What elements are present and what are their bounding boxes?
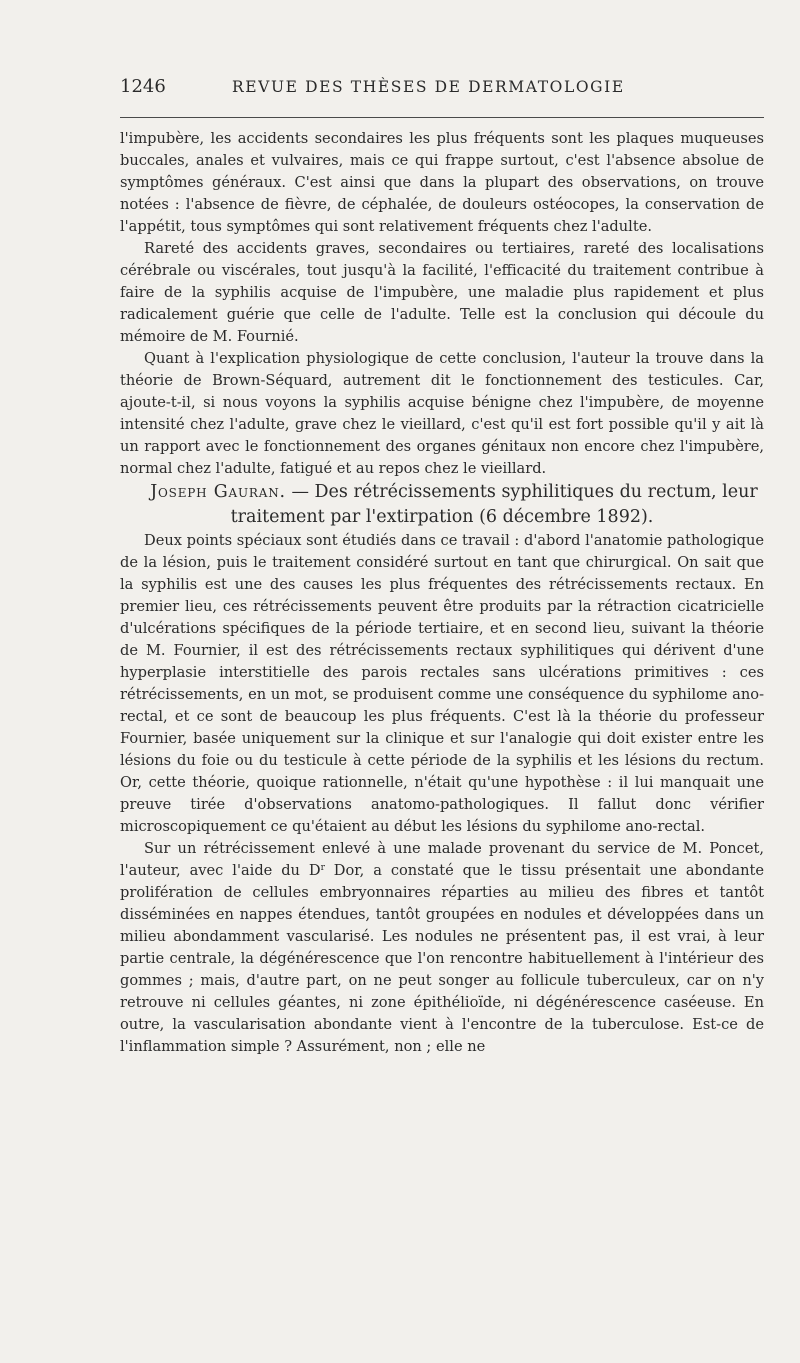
paragraph-text: Dor, a constaté que le tissu présentait une abondante prolifération de cellules embryonnaires réparties au milieu des fibres et tantôt disséminées en nappes étendues, tantôt groupées en nodules et développées dans un milieu abondamment vascularisé. Les nodules ne présentent pas, il est vrai, à leur partie centrale, la dégénérescence que l'on rencontre habituellement à l'intérieur des gommes ; mais, d'autre part, on ne peut songer au follicule tuberculeux, car on n'y retrouve ni cellules géantes, ni zone épithélioïde, ni dégénérescence caséeuse. En outre, la vascularisation abondante vient à l'encontre de la tuberculose. Est-ce de l'inflammation simple ? Assurément, non ; elle ne [120,862,765,1055]
superscript: r [320,863,325,873]
paragraph: Deux points spéciaux sont étudiés dans ce travail : d'abord l'anatomie pathologique de la lésion, puis le traitement considéré surtout en tant que chirurgical. On sait que la syphilis est une des causes les plus fréquentes des rétrécissements rectaux. En premier lieu, ces rétrécissements peuvent être produits par la rétraction cicatricielle d'ulcérations spécifiques de la période tertiaire, et en second lieu, suivant la théorie de M. Fournier, il est des rétrécissements rectaux syphilitiques qui dérivent d'une hyperplasie interstitielle des parois rectales sans ulcérations primitives : ces rétrécissements, en un mot, se produisent comme une conséquence du syphilome ano-rectal, et ce sont de beaucoup les plus fréquents. C'est là la théorie du professeur Fournier, basée uniquement sur la clinique et sur l'analogie qui doit exister entre les lésions du foie ou du testicule à cette période de la syphilis et les lésions du rectum. Or, cette théorie, quoique rationnelle, n'était qu'une hypothèse : il lui manquait une preuve tirée d'observations anatomo-pathologiques. Il fallut donc vérifier microscopiquement ce qu'étaient au début les lésions du syphilome ano-rectal. [120,532,764,835]
header-rule [120,117,764,118]
thesis-entry-heading [120,480,764,530]
paragraph: Quant à l'explication physiologique de cette conclusion, l'auteur la trouve dans la théorie de Brown-Séquard, autrement dit le fonctionnement des testicules. Car, ajoute-t-il, si nous voyons la syphilis acquise bénigne chez l'impubère, de moyenne intensité chez l'adulte, grave chez le vieillard, c'est qu'il est fort possible qu'il y ait là un rapport avec le fonctionnement des organes génitaux non encore chez l'impubère, normal chez l'adulte, fatigué et au repos chez le vieillard. [120,350,764,477]
page-header [120,76,760,97]
paragraph [120,838,764,1058]
paragraph-text: Sur un rétrécissement enlevé à une malade provenant du service de M. Poncet, l'auteur, avec l'aide du D [120,840,764,879]
thesis-title: Des rétrécissements syphilitiques du rectum, leur traitement par l'extirpation (6 décembre 1892). [230,482,758,527]
running-title: REVUE DES THÈSES DE DERMATOLOGIE [232,78,625,96]
body-text [120,128,764,1058]
paragraph: Rareté des accidents graves, secondaires ou tertiaires, rareté des localisations cérébrale ou viscérales, tout jusqu'à la facilité, l'efficacité du traitement contribue à faire de la syphilis acquise de l'impubère, une maladie plus rapidement et plus radicalement guérie que celle de l'adulte. Telle est la conclusion qui découle du mémoire de M. Fournié. [120,240,764,345]
heading-dash: — [285,482,315,502]
page-number: 1246 [120,76,166,97]
thesis-author: Joseph Gauran. [150,482,286,502]
paragraph-continued: l'impubère, les accidents secondaires les plus fréquents sont les plaques muqueuses buccales, anales et vulvaires, mais ce qui frappe surtout, c'est l'absence absolue de symptômes généraux. C'est ainsi que dans la plupart des observations, on trouve notées : l'absence de fièvre, de céphalée, de douleurs ostéocopes, la conservation de l'appétit, tous symptômes qui sont relativement fréquents chez l'adulte. [120,130,764,235]
